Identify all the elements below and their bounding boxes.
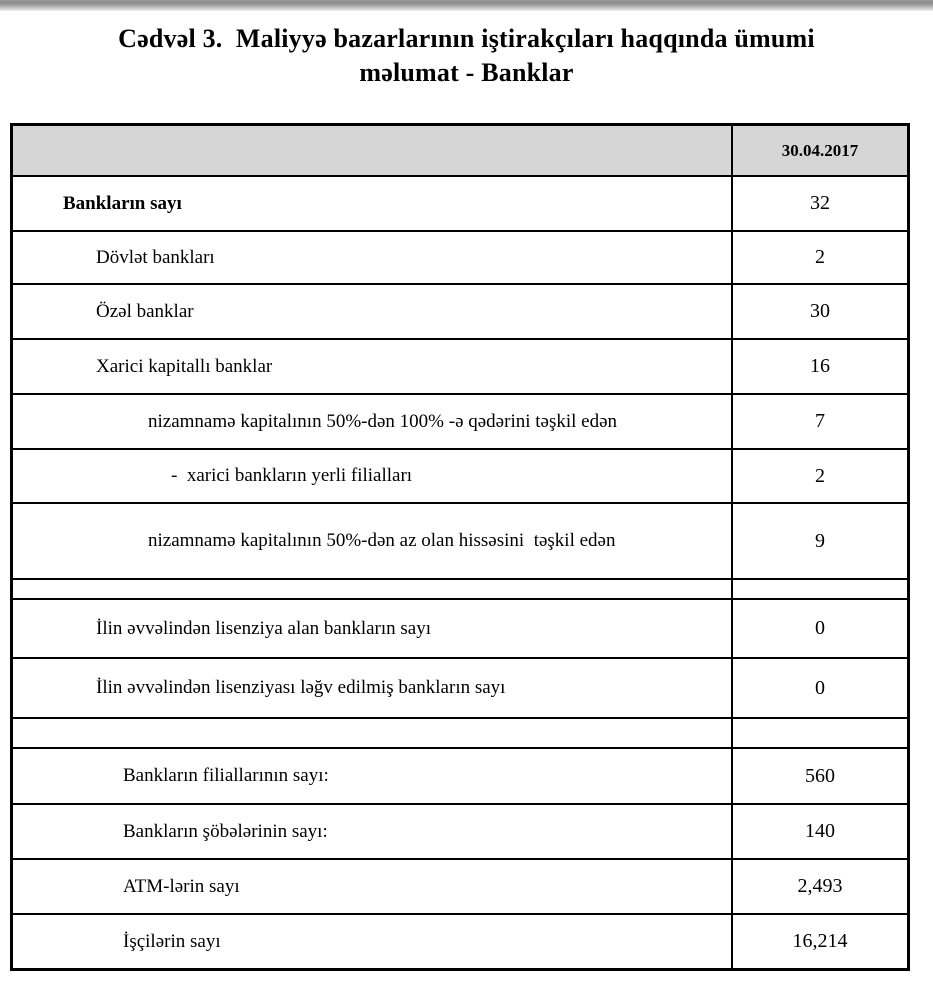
table-row-sobeler: [13, 805, 907, 860]
table-row-xarici-yerli-filiallar: [13, 450, 907, 504]
row-value: 140: [731, 805, 907, 858]
table-row-filiallar: [13, 749, 907, 805]
row-label: nizamnamə kapitalının 50%-dən az olan hissəsini təşkil edən: [148, 530, 616, 551]
header-date-cell: 30.04.2017: [731, 126, 907, 175]
row-label: İşçilərin sayı: [123, 930, 221, 952]
row-value: [731, 580, 907, 598]
table-row-ozel-banklar: [13, 285, 907, 340]
table-row-lisenziya-alan: [13, 600, 907, 659]
table-row-spacer-1: [13, 580, 907, 600]
table-header-row: [13, 126, 907, 177]
row-label: Bankların şöbələrinin sayı:: [123, 820, 328, 842]
top-gradient-bar: [0, 0, 933, 11]
row-value: 0: [731, 600, 907, 657]
row-label: [13, 719, 731, 747]
page-title-line-2: məlumat - Banklar: [359, 58, 574, 87]
row-label: ATM-lərin sayı: [123, 875, 240, 897]
row-label: İlin əvvəlindən lisenziya alan bankların sayı: [96, 617, 432, 639]
row-value: 560: [731, 749, 907, 803]
row-label: Dövlət bankları: [96, 246, 215, 268]
row-value: 16,214: [731, 915, 907, 968]
row-label: [13, 580, 731, 598]
row-value: 7: [731, 395, 907, 448]
table-row-banklarin-sayi: [13, 177, 907, 232]
row-label: Xarici kapitallı banklar: [96, 355, 273, 377]
row-value: 2: [731, 450, 907, 502]
table-row-isciler: [13, 915, 907, 968]
row-label: Özəl banklar: [96, 300, 194, 322]
row-value: 0: [731, 659, 907, 717]
row-value: 2,493: [731, 860, 907, 913]
table-row-atm: [13, 860, 907, 915]
table-row-nizamname-az-olan: [13, 504, 907, 580]
row-label: İlin əvvəlindən lisenziyası ləğv edilmiş bankların sayı: [96, 677, 506, 698]
row-label: Bankların filiallarının sayı:: [123, 765, 329, 786]
row-value: [731, 719, 907, 747]
row-value: 30: [731, 285, 907, 338]
row-value: 32: [731, 177, 907, 230]
table-row-dovlet-banklari: [13, 232, 907, 285]
table-row-lisenziya-legv: [13, 659, 907, 719]
row-label: nizamnamə kapitalının 50%-dən 100% -ə qədərini təşkil edən: [148, 410, 618, 432]
page-title: [0, 22, 933, 90]
row-value: 9: [731, 504, 907, 578]
row-label: - xarici bankların yerli filialları: [171, 465, 413, 486]
table-row-nizamname-50-100: [13, 395, 907, 450]
header-empty-cell: [13, 126, 731, 175]
row-value: 16: [731, 340, 907, 393]
banks-summary-table: [10, 123, 910, 971]
row-value: 2: [731, 232, 907, 283]
table-row-spacer-2: [13, 719, 907, 749]
table-row-xarici-kapitalli: [13, 340, 907, 395]
page-title-line-1: Cədvəl 3. Maliyyə bazarlarının iştirakçıları haqqında ümumi: [118, 24, 815, 53]
row-label: Bankların sayı: [63, 192, 182, 214]
